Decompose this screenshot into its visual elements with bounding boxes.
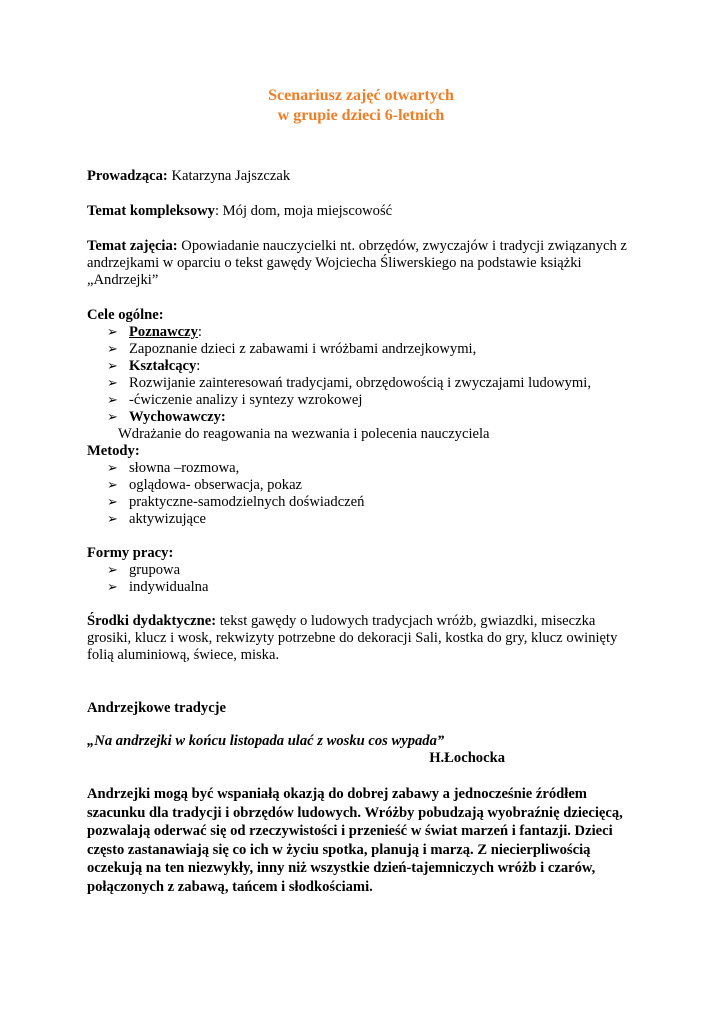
- formy-heading: Formy pracy:: [87, 545, 174, 561]
- temat-zajecia-label: Temat zajęcia:: [87, 238, 178, 254]
- arrow-bullet-icon: ➢: [107, 495, 118, 510]
- metody-heading: Metody:: [87, 443, 140, 459]
- formy-list: [87, 562, 635, 596]
- metody-item: praktyczne-samodzielnych doświadczeń: [129, 494, 365, 510]
- metody-item: słowna –rozmowa,: [129, 460, 240, 476]
- list-item: [107, 392, 635, 409]
- arrow-bullet-icon: ➢: [107, 461, 118, 476]
- wychowawczy-label: Wychowawczy:: [129, 409, 226, 425]
- prowadzaca-line: [87, 168, 635, 185]
- srodki-label: Środki dydaktyczne:: [87, 613, 217, 629]
- arrow-bullet-icon: ➢: [107, 359, 118, 374]
- poznawczy-colon: :: [197, 324, 202, 340]
- arrow-bullet-icon: ➢: [107, 325, 118, 340]
- temat-zajecia-value: Opowiadanie nauczycielki nt. obrzędów, zwyczajów i tradycji związanych z andrzejkami w oparciu o tekst gawędy Wojciecha Śliwerskiego na podstawie książki „Andrzejki”: [87, 238, 627, 288]
- cele-heading: Cele ogólne:: [87, 307, 164, 323]
- poznawczy-item: Zapoznanie dzieci z zabawami i wróżbami andrzejkowymi,: [129, 341, 477, 357]
- list-item: [107, 460, 635, 477]
- formy-item: indywidualna: [129, 579, 209, 595]
- wychowawczy-text: Wdrażanie do reagowania na wezwania i polecenia nauczyciela: [118, 426, 490, 442]
- arrow-bullet-icon: ➢: [107, 376, 118, 391]
- srodki-paragraph: [87, 613, 635, 664]
- document-title: [87, 86, 635, 126]
- arrow-bullet-icon: ➢: [107, 478, 118, 493]
- temat-zajecia-paragraph: [87, 238, 635, 289]
- prowadzaca-label: Prowadząca:: [87, 168, 168, 184]
- metody-list: [87, 460, 635, 528]
- srodki-value: tekst gawędy o ludowych tradycjach wróżb, gwiazdki, miseczka grosiki, klucz i wosk, rekwizyty potrzebne do dekoracji Sali, kostka do gry, klucz owinięty folią aluminiową, świece, miska.: [87, 613, 618, 663]
- title-line-1: Scenariusz zajęć otwartych: [268, 87, 454, 104]
- arrow-bullet-icon: ➢: [107, 580, 118, 595]
- formy-item: grupowa: [129, 562, 181, 578]
- metody-item: aktywizujące: [129, 511, 206, 527]
- list-item: [107, 494, 635, 511]
- poznawczy-label: Poznawczy: [129, 324, 198, 340]
- section-heading: Andrzejkowe tradycje: [87, 700, 227, 716]
- arrow-bullet-icon: ➢: [107, 393, 118, 408]
- arrow-bullet-icon: ➢: [107, 563, 118, 578]
- list-item: [107, 511, 635, 528]
- list-item: [107, 477, 635, 494]
- section-paragraph: Andrzejki mogą być wspaniałą okazją do dobrej zabawy a jednocześnie źródłem szacunku dla tradycji i obrzędów ludowych. Wróżby pobudzają wyobraźnię dziecięcą, pozwalają oderwać się od rzeczywistości i przenieść w świat marzeń i fantazji. Dzieci często zastanawiają się co ich w życiu spotka, planują i marzą. Z niecierpliwością oczekują na ten niezwykły, inny niż wszystkie dzień-tajemniczych wróżb i czarów, połączonych z zabawą, tańcem i słodkościami.: [87, 786, 623, 895]
- temat-kompleksowy-line: [87, 203, 635, 220]
- ksztalcacy-label: Kształcący: [129, 358, 197, 374]
- title-line-2: w grupie dzieci 6-letnich: [277, 107, 445, 124]
- ksztalcacy-colon: :: [196, 358, 201, 374]
- arrow-bullet-icon: ➢: [107, 410, 118, 425]
- arrow-bullet-icon: ➢: [107, 342, 118, 357]
- temat-kompleksowy-value: : Mój dom, moja miejscowość: [214, 203, 393, 219]
- section-quote: „Na andrzejki w końcu listopada ulać z wosku cos wypada”: [87, 733, 445, 749]
- ksztalcacy-item-2: -ćwiczenie analizy i syntezy wzrokowej: [129, 392, 363, 408]
- ksztalcacy-item-1: Rozwijanie zainteresowań tradycjami, obrzędowością i zwyczajami ludowymi,: [129, 375, 591, 391]
- quote-author: H.Łochocka: [429, 750, 505, 766]
- list-item: [107, 341, 635, 358]
- list-item: [107, 358, 635, 375]
- temat-kompleksowy-label: Temat kompleksowy: [87, 203, 215, 219]
- document-page: [87, 86, 635, 897]
- metody-item: oglądowa- obserwacja, pokaz: [129, 477, 303, 493]
- list-item: [107, 562, 635, 579]
- list-item: [107, 375, 635, 392]
- cele-list: [87, 324, 635, 426]
- list-item: [107, 409, 635, 426]
- arrow-bullet-icon: ➢: [107, 512, 118, 527]
- prowadzaca-value: Katarzyna Jajszczak: [167, 168, 291, 184]
- list-item: [107, 324, 635, 341]
- list-item: [107, 579, 635, 596]
